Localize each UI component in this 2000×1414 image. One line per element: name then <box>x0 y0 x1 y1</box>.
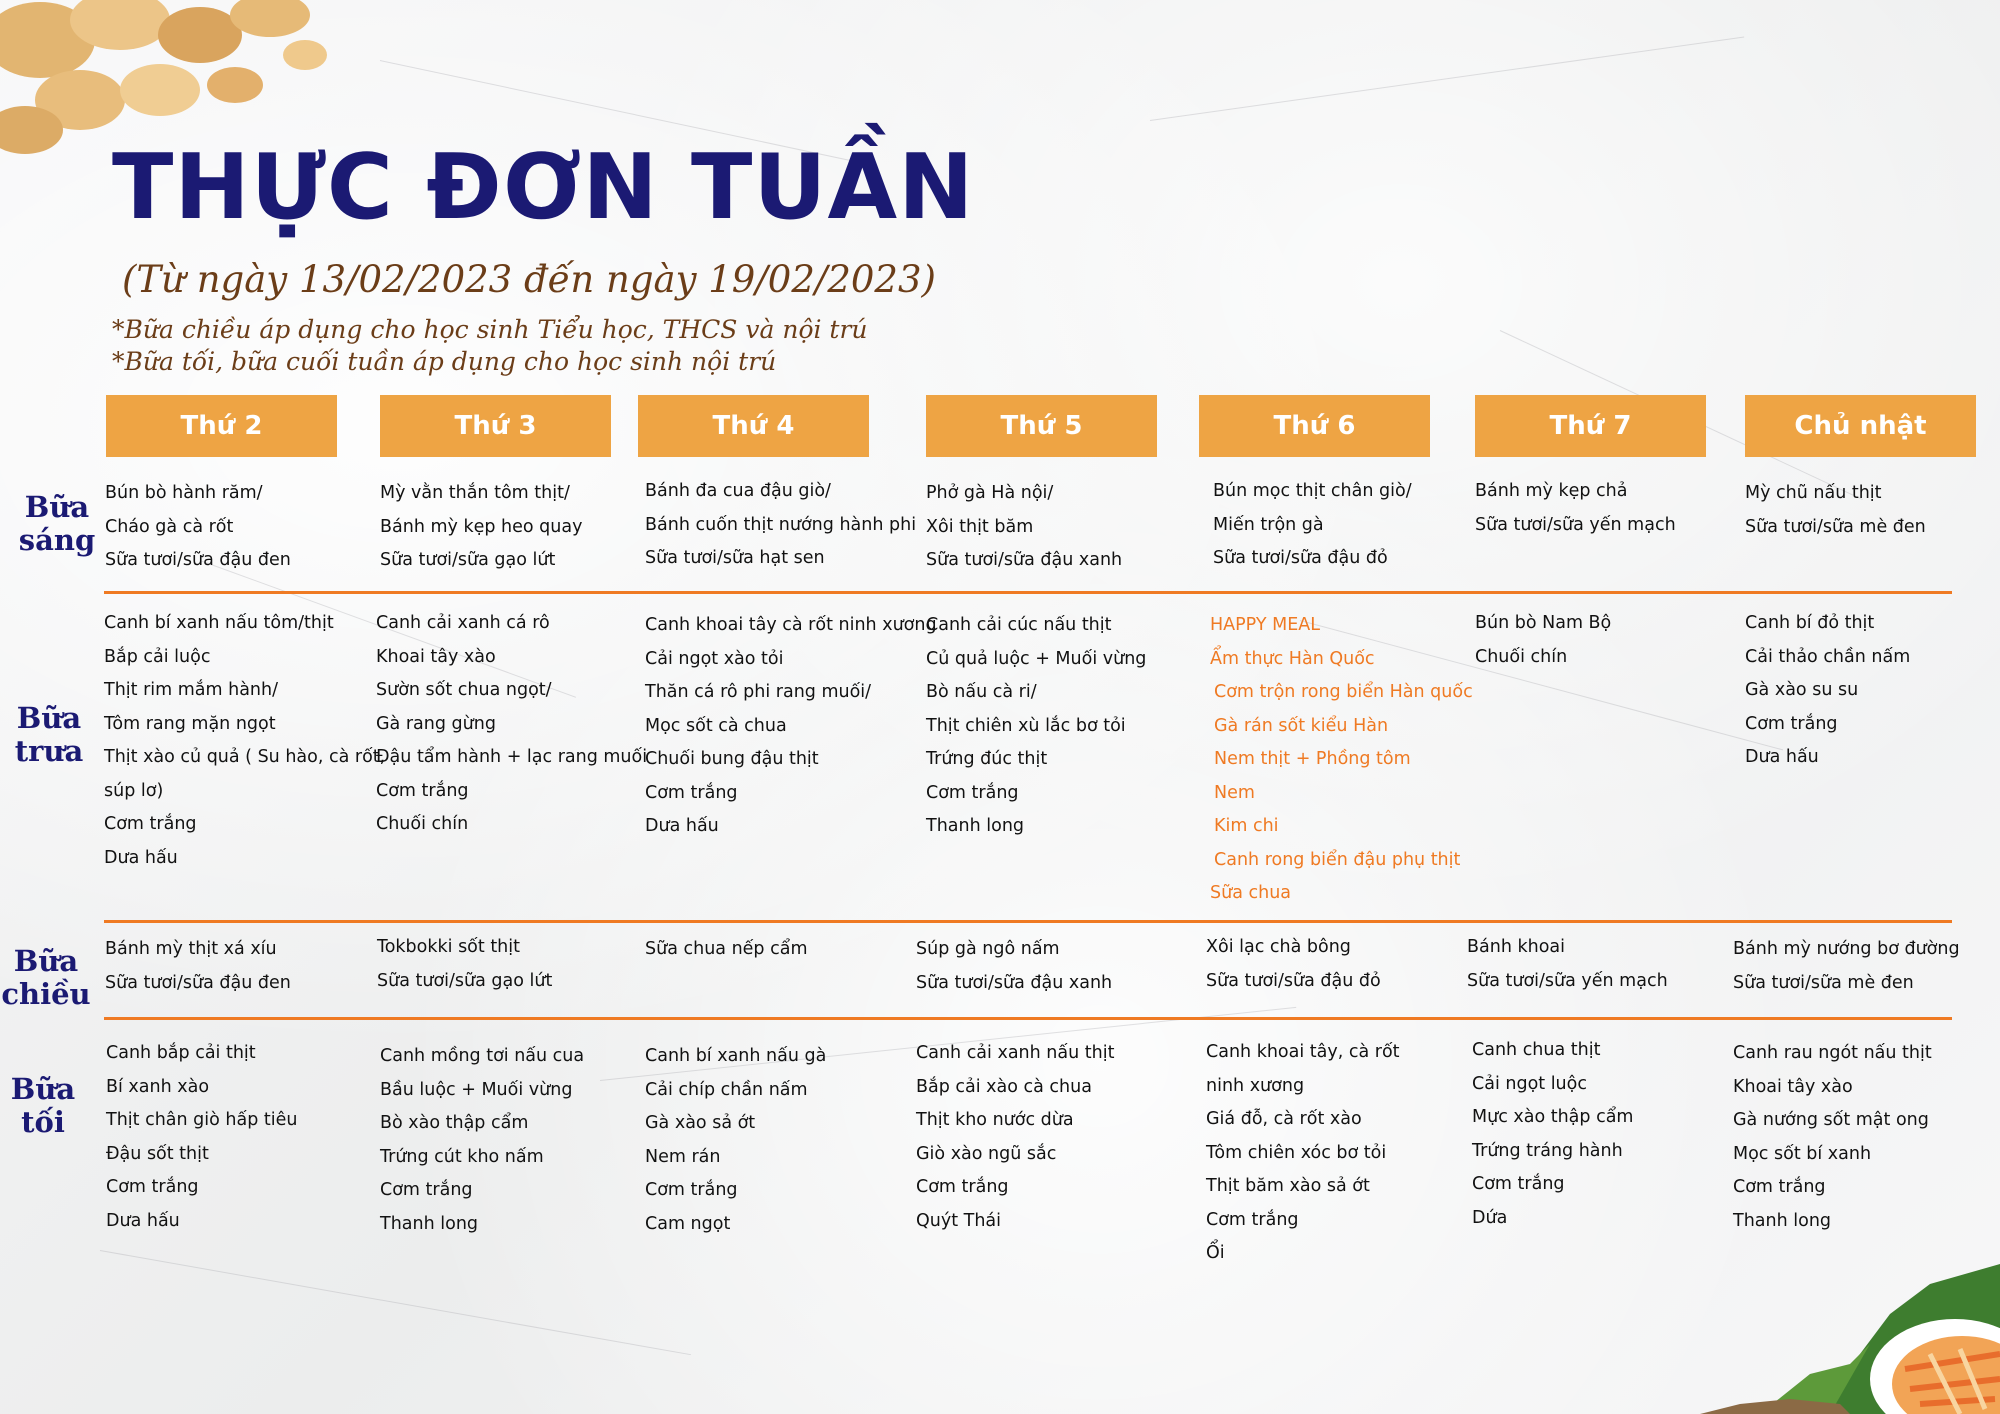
day-header-thu: Thứ 5 <box>926 395 1157 457</box>
menu-item: Trứng cút kho nấm <box>380 1146 544 1167</box>
menu-item: Sữa tươi/sữa yến mạch <box>1467 970 1668 991</box>
menu-item: Gà xào sả ớt <box>645 1113 756 1133</box>
menu-item: Thịt kho nước dừa <box>916 1110 1074 1130</box>
menu-item: Canh bí xanh nấu tôm/thịt <box>104 613 334 633</box>
menu-item: Mọc sốt bí xanh <box>1733 1143 1872 1164</box>
dinner-fri <box>1206 1036 1400 1271</box>
menu-item: Chuối bung đậu thịt <box>645 749 819 769</box>
afternoon-sun <box>1733 933 1960 1000</box>
menu-item-highlight: Nem <box>1214 782 1255 803</box>
menu-item: Sữa tươi/sữa đậu xanh <box>926 550 1123 570</box>
menu-item: Bánh mỳ kẹp chả <box>1475 481 1628 501</box>
meal-label-afternoon: Bữa chiều <box>1 944 91 1011</box>
menu-item: Bánh cuốn thịt nướng hành phi <box>645 514 917 535</box>
dinner-tue <box>380 1040 584 1241</box>
menu-item: Bánh đa cua đậu giò/ <box>645 481 831 501</box>
note-afternoon: *Bữa chiều áp dụng cho học sinh Tiểu học, THCS và nội trú <box>112 315 868 344</box>
menu-item: Canh mồng tơi nấu cua <box>380 1046 585 1066</box>
lunch-tue <box>376 607 647 842</box>
menu-item: Bánh mỳ kẹp heo quay <box>380 516 583 537</box>
menu-item: Sữa tươi/sữa gạo lứt <box>380 550 556 570</box>
menu-item: Cơm trắng <box>645 782 738 803</box>
menu-item: Tôm rang mặn ngọt <box>104 713 276 734</box>
menu-item: Thịt xào củ quả ( Su hào, cà rốt, <box>104 747 386 767</box>
menu-item: Cơm trắng <box>1745 713 1838 734</box>
divider-afternoon-dinner <box>104 1017 1952 1020</box>
menu-item: Cam ngọt <box>645 1213 731 1234</box>
breakfast-fri <box>1213 475 1412 576</box>
menu-item-highlight: Canh rong biển đậu phụ thịt <box>1214 849 1461 870</box>
menu-item: Canh bí xanh nấu gà <box>645 1046 827 1066</box>
menu-item-highlight: Cơm trộn rong biển Hàn quốc <box>1214 682 1473 702</box>
menu-item: Cơm trắng <box>106 1177 199 1197</box>
menu-item: Cơm trắng <box>645 1180 738 1200</box>
meal-label-lunch: Bữa trưa <box>14 701 84 768</box>
menu-item: Bò nấu cà ri/ <box>926 682 1037 702</box>
menu-item: Cơm trắng <box>380 1180 473 1200</box>
breakfast-tue <box>380 477 582 578</box>
menu-item: ninh xương <box>1206 1075 1305 1096</box>
breakfast-wed <box>645 475 916 576</box>
menu-item: Xôi thịt băm <box>926 516 1034 537</box>
menu-item: Phở gà Hà nội/ <box>926 483 1054 503</box>
meal-label-dinner: Bữa tối <box>10 1072 76 1139</box>
menu-item: Quýt Thái <box>916 1210 1002 1231</box>
menu-item: Sữa tươi/sữa đậu đỏ <box>1213 548 1388 568</box>
page-title: THỰC ĐƠN TUẦN <box>112 135 975 240</box>
menu-item: Sữa tươi/sữa mè đen <box>1745 516 1926 537</box>
menu-item-highlight: Sữa chua <box>1210 883 1292 903</box>
dinner-sun <box>1733 1037 1932 1238</box>
menu-item: Nem rán <box>645 1146 721 1167</box>
menu-item: Dưa hấu <box>106 1210 180 1231</box>
lunch-wed <box>645 609 937 844</box>
menu-item: Dứa <box>1472 1207 1508 1228</box>
menu-item: Chuối chín <box>376 814 469 834</box>
menu-item: Sữa tươi/sữa đậu xanh <box>916 972 1113 993</box>
menu-item: Khoai tây xào <box>1733 1076 1853 1097</box>
dinner-mon <box>106 1037 297 1238</box>
afternoon-tue <box>377 931 552 998</box>
menu-item: Canh rau ngót nấu thịt <box>1733 1043 1932 1063</box>
menu-item-highlight: Kim chi <box>1214 816 1279 836</box>
menu-item: Thanh long <box>926 816 1025 836</box>
menu-item: Mọc sốt cà chua <box>645 715 787 736</box>
menu-item: Cải ngọt xào tỏi <box>645 648 784 669</box>
menu-item: Bún bò hành răm/ <box>105 483 263 503</box>
menu-item: Củ quả luộc + Muối vừng <box>926 648 1147 669</box>
menu-item: Dưa hấu <box>645 816 719 836</box>
menu-item: Bánh mỳ nướng bơ đường <box>1733 939 1960 959</box>
menu-item: Thịt chân giò hấp tiêu <box>106 1110 298 1130</box>
menu-item: Sữa chua nếp cẩm <box>645 939 808 959</box>
menu-item: Dưa hấu <box>104 847 178 868</box>
afternoon-fri <box>1206 931 1381 998</box>
menu-item: Súp gà ngô nấm <box>916 939 1060 959</box>
menu-item: Cơm trắng <box>926 782 1019 803</box>
menu-item: Cải chíp chần nấm <box>645 1079 808 1100</box>
menu-item: Canh khoai tây, cà rốt <box>1206 1042 1400 1062</box>
menu-item: Sữa tươi/sữa gạo lứt <box>377 970 553 991</box>
breakfast-mon <box>105 477 291 578</box>
lunch-mon <box>104 607 385 875</box>
day-header-sat: Thứ 7 <box>1475 395 1706 457</box>
afternoon-thu <box>916 933 1112 1000</box>
menu-item: Cơm trắng <box>104 814 197 834</box>
day-header-tue: Thứ 3 <box>380 395 611 457</box>
menu-item: Bún mọc thịt chân giò/ <box>1213 481 1412 501</box>
menu-item-highlight: HAPPY MEAL <box>1210 615 1320 635</box>
note-dinner: *Bữa tối, bữa cuối tuần áp dụng cho học sinh nội trú <box>112 347 777 376</box>
menu-item: Bánh mỳ thịt xá xíu <box>105 939 277 959</box>
menu-item: Bánh khoai <box>1467 937 1565 957</box>
menu-item: Sữa tươi/sữa mè đen <box>1733 972 1914 993</box>
menu-item: súp lơ) <box>104 780 164 801</box>
menu-item: Cháo gà cà rốt <box>105 516 234 537</box>
menu-item: Sữa tươi/sữa hạt sen <box>645 548 825 568</box>
menu-item: Xôi lạc chà bông <box>1206 937 1351 957</box>
afternoon-wed <box>645 933 808 967</box>
dinner-wed <box>645 1040 826 1241</box>
day-header-sun: Chủ nhật <box>1745 395 1976 457</box>
breakfast-thu <box>926 477 1122 578</box>
menu-item: Sườn sốt chua ngọt/ <box>376 680 552 700</box>
menu-item: Canh cải xanh nấu thịt <box>916 1043 1115 1063</box>
menu-item-highlight: Ẩm thực Hàn Quốc <box>1210 648 1375 669</box>
divider-breakfast-lunch <box>104 591 1952 594</box>
menu-item: Dưa hấu <box>1745 747 1819 767</box>
menu-item: Thăn cá rô phi rang muối/ <box>645 682 872 702</box>
menu-item: Canh khoai tây cà rốt ninh xương <box>645 615 937 635</box>
menu-item: Chuối chín <box>1475 646 1568 667</box>
menu-item: Bắp cải xào cà chua <box>916 1076 1092 1097</box>
menu-item: Canh bí đỏ thịt <box>1745 613 1875 633</box>
menu-item: Cơm trắng <box>1733 1177 1826 1197</box>
menu-item: Thanh long <box>1733 1210 1832 1231</box>
lunch-sun <box>1745 607 1910 775</box>
menu-item: Thịt băm xào sả ớt <box>1206 1176 1370 1196</box>
dinner-sat <box>1472 1034 1633 1235</box>
menu-item: Canh cải xanh cá rô <box>376 613 550 633</box>
menu-item-highlight: Gà rán sốt kiểu Hàn <box>1214 715 1389 736</box>
menu-item: Sữa tươi/sữa yến mạch <box>1475 514 1676 535</box>
menu-item: Bún bò Nam Bộ <box>1475 613 1612 633</box>
menu-item: Thịt chiên xù lắc bơ tỏi <box>926 715 1126 736</box>
dinner-thu <box>916 1037 1114 1238</box>
menu-item: Cơm trắng <box>1472 1174 1565 1194</box>
menu-item: Gà rang gừng <box>376 713 496 734</box>
menu-item: Giò xào ngũ sắc <box>916 1143 1057 1164</box>
menu-item: Thịt rim mắm hành/ <box>104 680 279 700</box>
lunch-thu <box>926 609 1146 844</box>
day-header-mon: Thứ 2 <box>106 395 337 457</box>
menu-item: Bí xanh xào <box>106 1076 210 1097</box>
menu-item: Cải ngọt luộc <box>1472 1073 1587 1094</box>
menu-item: Cơm trắng <box>376 780 469 801</box>
menu-item: Thanh long <box>380 1213 479 1234</box>
menu-item: Đậu sốt thịt <box>106 1143 209 1164</box>
day-header-fri: Thứ 6 <box>1199 395 1430 457</box>
date-range: (Từ ngày 13/02/2023 đến ngày 19/02/2023) <box>122 258 936 301</box>
menu-item: Đậu tẩm hành + lạc rang muối <box>376 747 648 767</box>
afternoon-sat <box>1467 931 1668 998</box>
menu-item: Bầu luộc + Muối vừng <box>380 1079 573 1100</box>
menu-item: Canh bắp cải thịt <box>106 1043 256 1063</box>
menu-item: Khoai tây xào <box>376 646 496 667</box>
menu-item: Tôm chiên xóc bơ tỏi <box>1206 1142 1387 1163</box>
menu-item: Trứng tráng hành <box>1472 1140 1623 1161</box>
menu-item: Canh cải cúc nấu thịt <box>926 615 1112 635</box>
divider-lunch-afternoon <box>104 920 1952 923</box>
menu-item: Sữa tươi/sữa đậu đen <box>105 972 291 993</box>
meal-label-breakfast: Bữa sáng <box>18 490 96 557</box>
breakfast-sun <box>1745 477 1926 544</box>
afternoon-mon <box>105 933 291 1000</box>
menu-item: Bò xào thập cẩm <box>380 1113 529 1133</box>
menu-item: Canh chua thịt <box>1472 1040 1601 1060</box>
menu-item: Sữa tươi/sữa đậu đen <box>105 550 291 570</box>
menu-item: Tokbokki sốt thịt <box>377 937 520 957</box>
menu-item: Gà nướng sốt mật ong <box>1733 1110 1929 1130</box>
menu-item-highlight: Nem thịt + Phồng tôm <box>1214 749 1411 769</box>
menu-item: Cơm trắng <box>916 1177 1009 1197</box>
menu-item: Miến trộn gà <box>1213 514 1324 535</box>
lunch-sat <box>1475 607 1611 674</box>
menu-item: Cơm trắng <box>1206 1209 1299 1230</box>
menu-item: Bắp cải luộc <box>104 646 211 667</box>
lunch-fri <box>1210 609 1473 911</box>
menu-item: Ổi <box>1206 1243 1225 1263</box>
menu-item: Mực xào thập cẩm <box>1472 1107 1634 1127</box>
menu-item: Giá đỗ, cà rốt xào <box>1206 1109 1362 1129</box>
menu-item: Trứng đúc thịt <box>926 749 1048 769</box>
menu-item: Mỳ vằn thắn tôm thịt/ <box>380 483 570 503</box>
menu-item: Mỳ chũ nấu thịt <box>1745 483 1882 503</box>
menu-item: Sữa tươi/sữa đậu đỏ <box>1206 970 1381 991</box>
menu-item: Gà xào su su <box>1745 680 1859 700</box>
breakfast-sat <box>1475 475 1676 542</box>
day-header-wed: Thứ 4 <box>638 395 869 457</box>
menu-item: Cải thảo chần nấm <box>1745 646 1911 667</box>
